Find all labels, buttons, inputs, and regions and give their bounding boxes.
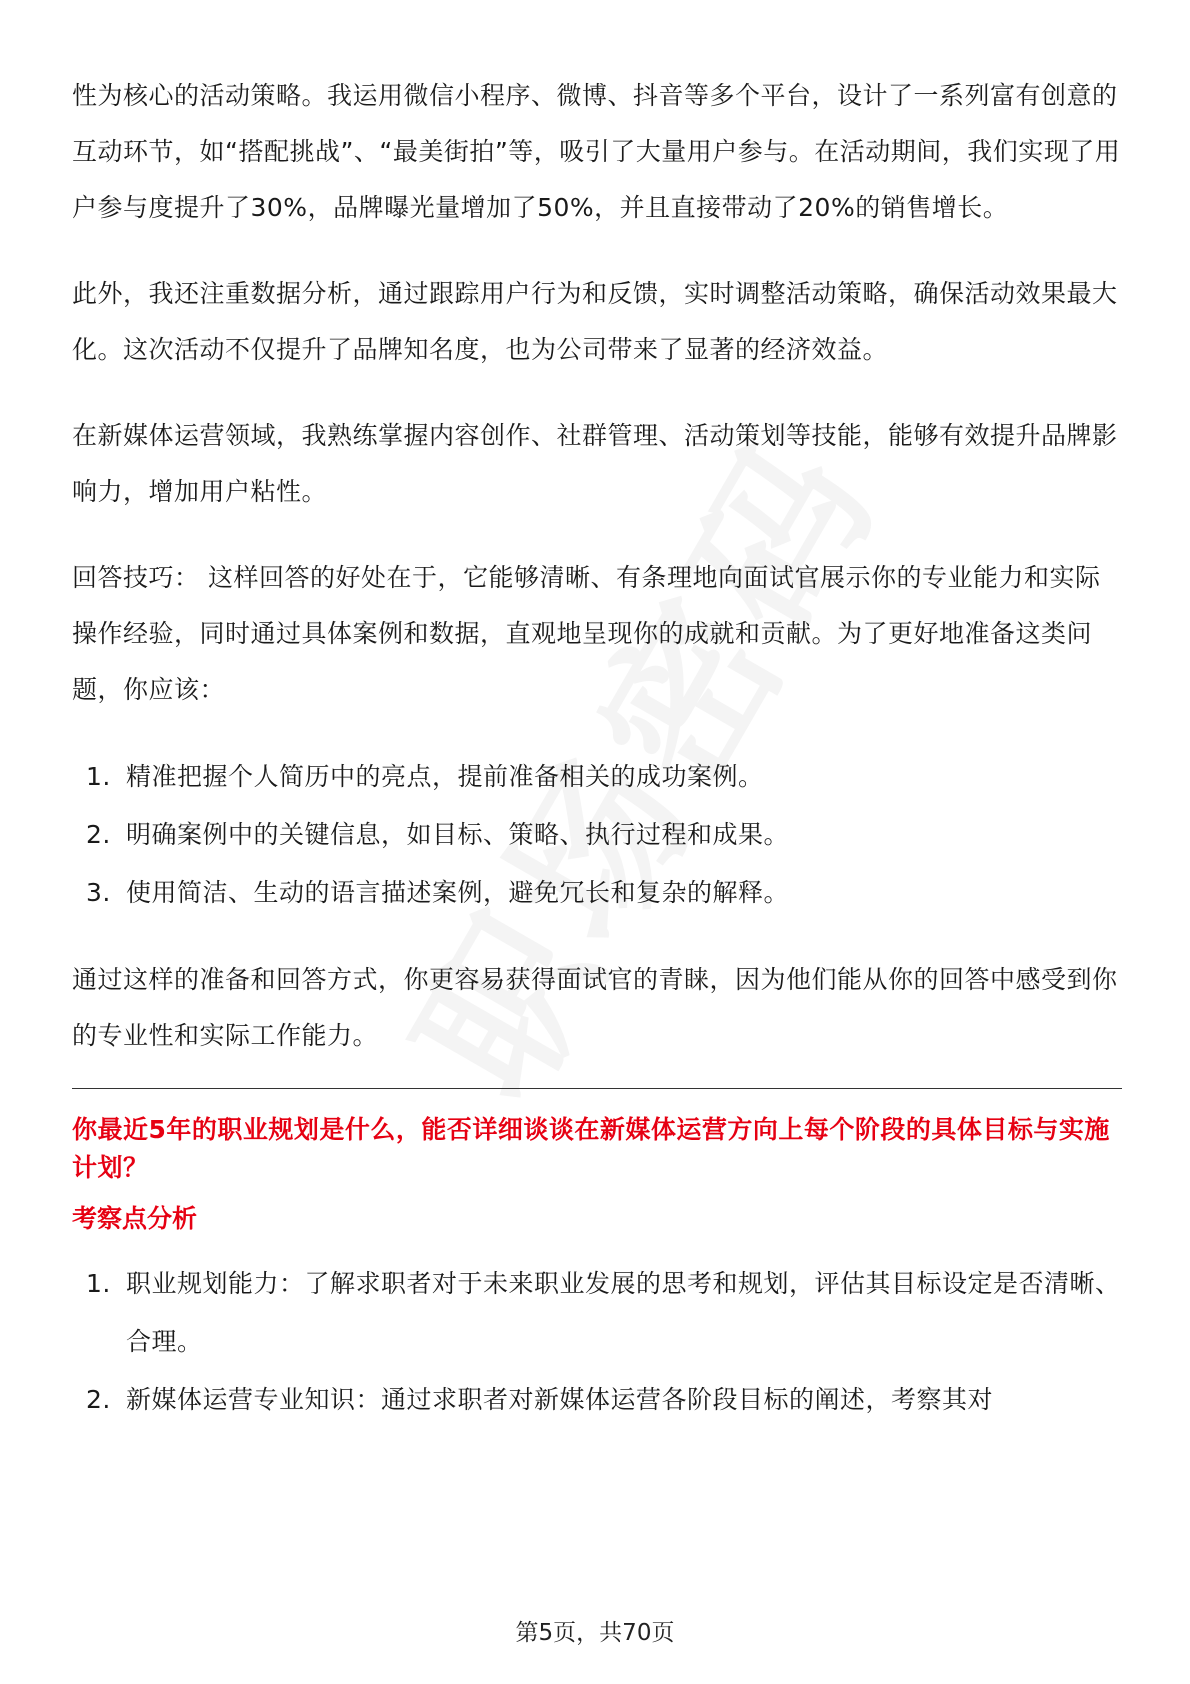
- list-number: 1.: [86, 762, 111, 791]
- paragraph: 性为核心的活动策略。我运用微信小程序、微博、抖音等多个平台，设计了一系列富有创意的互动环节，如“搭配挑战”、“最美街拍”等，吸引了大量用户参与。在活动期间，我们实现了用户参与度提升了30%，品牌曝光量增加了50%，并且直接带动了20%的销售增长。: [72, 81, 1121, 222]
- section-divider: [72, 1088, 1122, 1089]
- page-footer: 第5页，共70页: [515, 1620, 675, 1646]
- list-text: 使用简洁、生动的语言描述案例，避免冗长和复杂的解释。: [126, 878, 790, 907]
- list-item: [72, 864, 1122, 922]
- document-page: [72, 68, 1122, 1459]
- list-text: 职业规划能力：了解求职者对于未来职业发展的思考和规划，评估其目标设定是否清晰、合理。: [126, 1269, 1121, 1356]
- paragraph: 此外，我还注重数据分析，通过跟踪用户行为和反馈，实时调整活动策略，确保活动效果最大化。这次活动不仅提升了品牌知名度，也为公司带来了显著的经济效益。: [72, 279, 1118, 364]
- list-item: [72, 1255, 1122, 1371]
- list-item: [72, 748, 1122, 806]
- closing-paragraph: 通过这样的准备和回答方式，你更容易获得面试官的青睐，因为他们能从你的回答中感受到你的专业性和实际工作能力。: [72, 965, 1118, 1050]
- list-text: 明确案例中的关键信息，如目标、策略、执行过程和成果。: [126, 820, 790, 849]
- list-item: [72, 1371, 1122, 1429]
- analysis-list: [72, 1255, 1122, 1429]
- tips-list: [72, 748, 1122, 922]
- list-number: 1.: [86, 1269, 111, 1298]
- list-number: 2.: [86, 820, 111, 849]
- answer-tips-paragraph: 回答技巧： 这样回答的好处在于，它能够清晰、有条理地向面试官展示你的专业能力和实际操作经验，同时通过具体案例和数据，直观地呈现你的成就和贡献。为了更好地准备这类问题，你应该：: [72, 563, 1101, 704]
- list-text: 精准把握个人简历中的亮点，提前准备相关的成功案例。: [126, 762, 764, 791]
- list-item: [72, 806, 1122, 864]
- list-number: 3.: [86, 878, 111, 907]
- interview-question: 你最近5年的职业规划是什么，能否详细谈谈在新媒体运营方向上每个阶段的具体目标与实施计划？: [72, 1115, 1110, 1182]
- analysis-title: 考察点分析: [72, 1204, 198, 1233]
- list-number: 2.: [86, 1385, 111, 1414]
- list-text: 新媒体运营专业知识：通过求职者对新媒体运营各阶段目标的阐述，考察其对: [126, 1385, 994, 1414]
- paragraph: 在新媒体运营领域，我熟练掌握内容创作、社群管理、活动策划等技能，能够有效提升品牌影响力，增加用户粘性。: [72, 421, 1118, 506]
